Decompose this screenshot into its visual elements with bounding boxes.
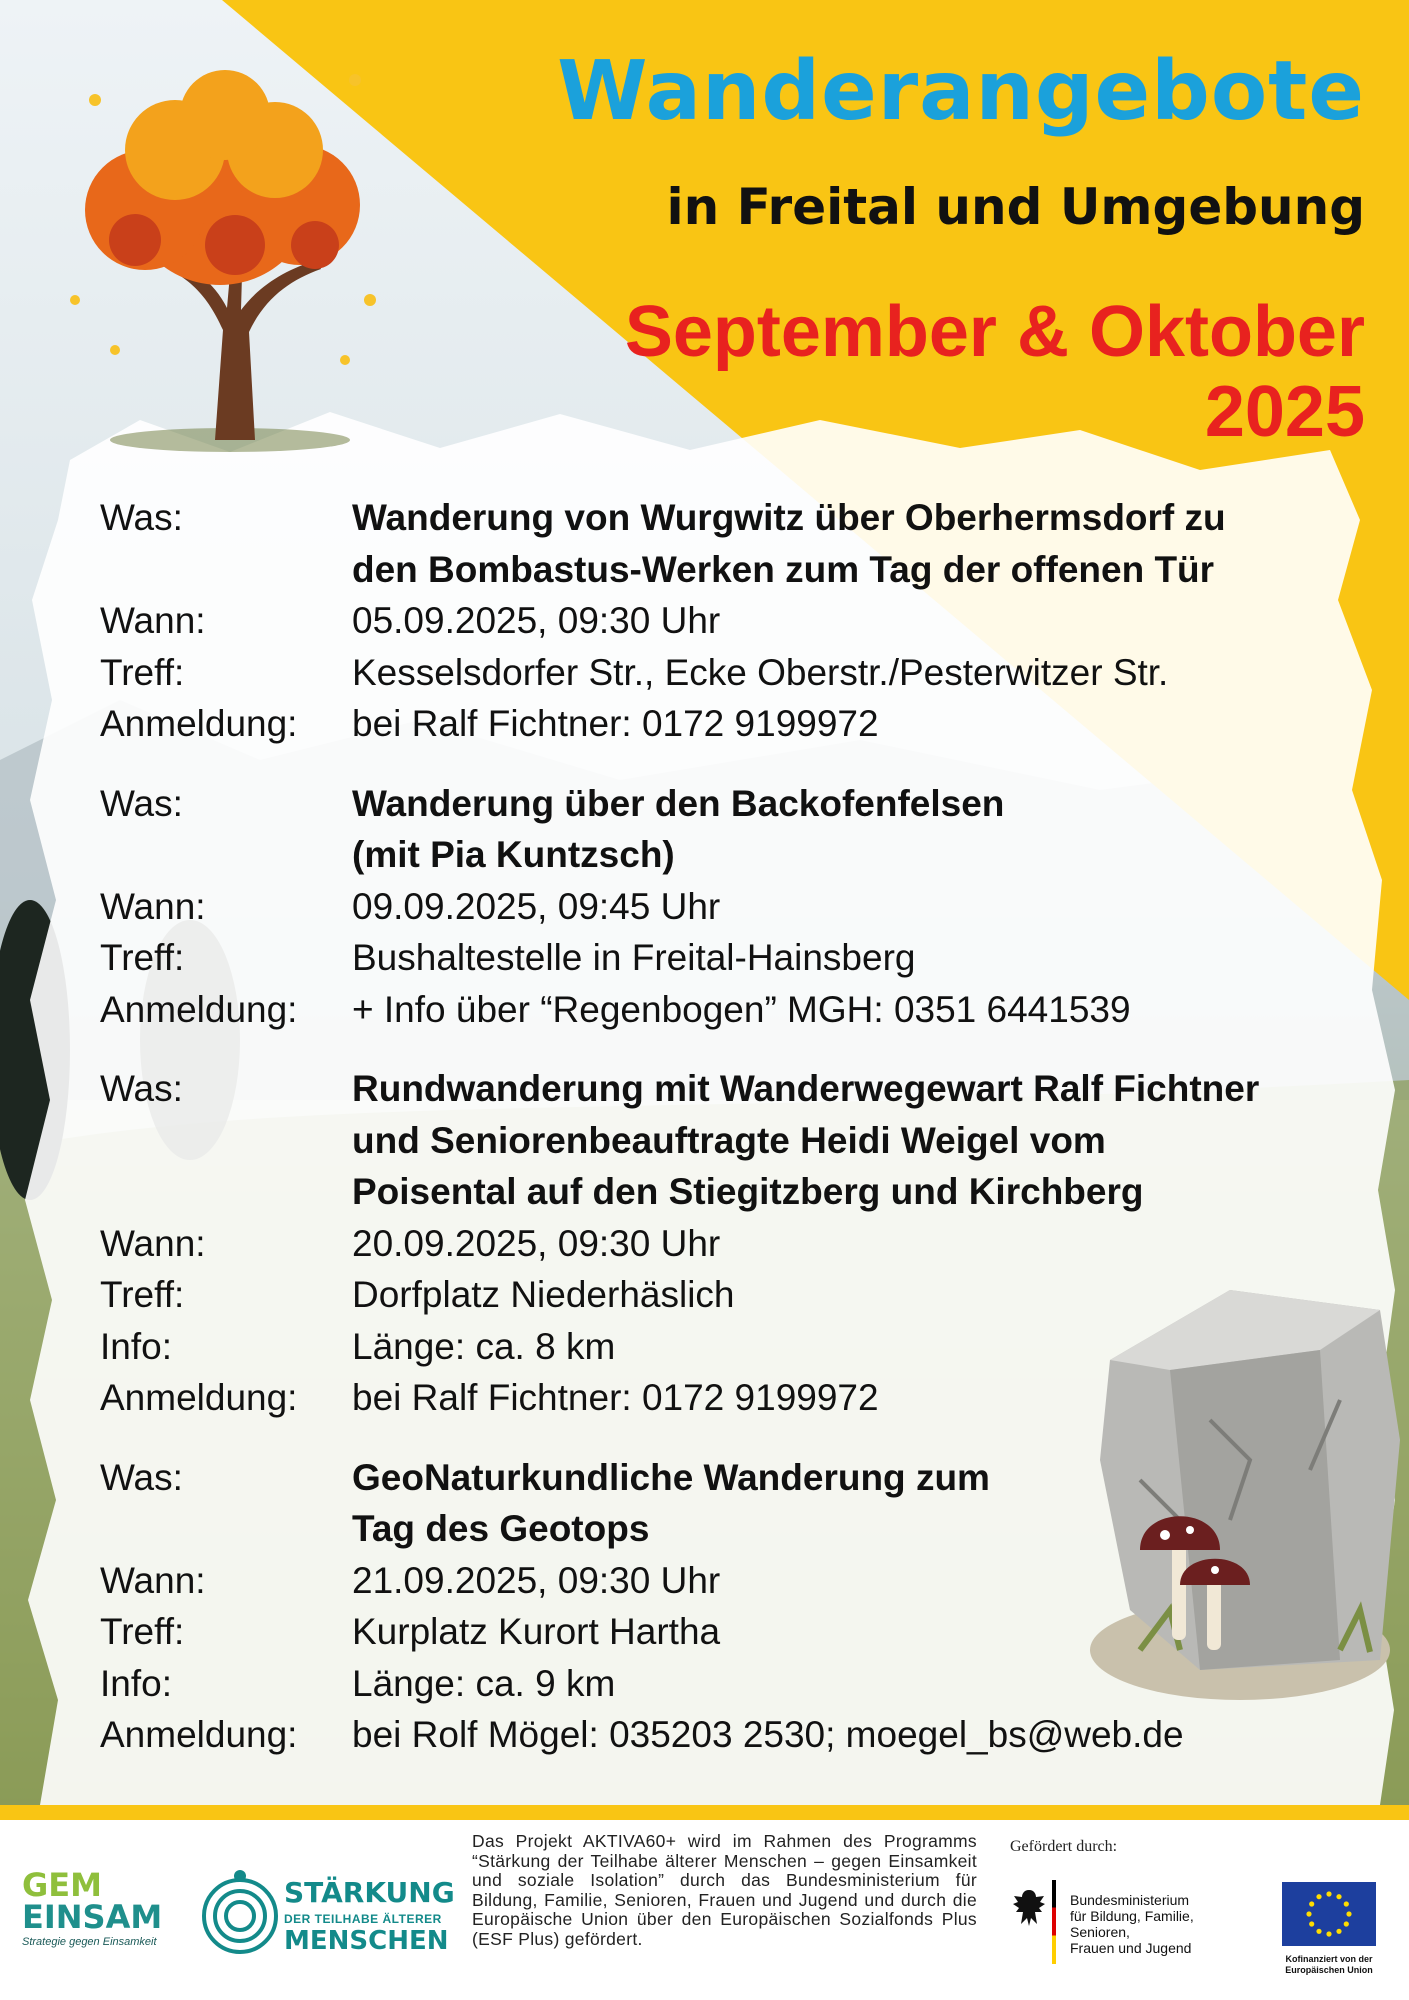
eu-logo [1282,1882,1376,1976]
event-info: Länge: ca. 8 km [352,1325,616,1367]
event-date: 05.09.2025, 09:30 Uhr [352,600,721,641]
period-heading: September & Oktober [624,292,1365,372]
eu-caption-line1: Kofinanziert von der [1285,1954,1373,1964]
info-label: Info: [100,1662,172,1704]
event-title-line: den Bombastus-Werken zum Tag der offenen Tür [352,548,1215,590]
event-title-line: Tag des Geotops [352,1508,650,1549]
event-title: Rundwanderung mit Wanderwegewart Ralf Fichtner [352,1068,1260,1109]
funding-text: Das Projekt AKTIVA60+ wird im Rahmen des Programms “Stärkung der Teilhabe älterer Menschen – gegen Einsamkeit und soziale Isolation” durch das Bundesministerium für Bildung, Familie, Senioren, Frauen und Jugend und durch die Europäische Union über den Europäischen Sozialfonds Plus (ESF Plus) gefördert. [472,1831,977,1949]
event-date: 09.09.2025, 09:45 Uhr [352,885,721,927]
eu-star [1326,1891,1331,1896]
event-title: Wanderung über den Backofenfelsen [352,782,1005,824]
eu-star [1344,1901,1349,1906]
eu-flag-icon [1282,1882,1376,1946]
event-meeting-point: Kurplatz Kurort Hartha [352,1611,721,1652]
event-title: GeoNaturkundliche Wanderung zum [352,1456,990,1498]
wann-label: Wann: [100,1222,206,1264]
wann-label: Wann: [100,1559,206,1601]
was-label: Was: [100,1068,183,1109]
eu-star [1306,1911,1311,1916]
page-subtitle: in Freital und Umgebung [666,178,1365,236]
eu-star [1316,1929,1321,1934]
event-meeting-point: Dorfplatz Niederhäslich [352,1274,735,1315]
gemeinsam-logo [22,1866,172,1948]
ministry-logo [1012,1880,1252,1990]
anmeldung-label: Anmeldung: [100,1714,298,1755]
ministry-line3: Frauen und Jugend [1070,1940,1192,1956]
staerkung-line2: DER TEILHABE ÄLTERER [284,1912,442,1926]
anmeldung-label: Anmeldung: [100,1377,298,1418]
treff-label: Treff: [100,651,185,693]
eu-caption-line2: Europäischen Union [1285,1965,1373,1975]
wann-label: Wann: [100,885,206,927]
was-label: Was: [100,1456,183,1498]
eu-star [1344,1921,1349,1926]
was-label: Was: [100,782,183,824]
treff-label: Treff: [100,1611,185,1652]
event-item [100,1063,1360,1424]
gefoerdert-label: Gefördert durch: [1010,1838,1118,1855]
gemeinsam-tagline: Strategie gegen Einsamkeit [22,1936,157,1948]
event-list [100,492,1360,1789]
anmeldung-label: Anmeldung: [100,703,298,744]
event-date: 20.09.2025, 09:30 Uhr [352,1222,721,1264]
eu-star [1326,1931,1331,1936]
year-heading: 2025 [1204,372,1365,452]
event-title-line: (mit Pia Kuntzsch) [352,834,675,875]
info-label: Info: [100,1325,172,1367]
gemeinsam-logo-part1: GEM [22,1866,102,1904]
event-item [100,778,1360,1036]
was-label: Was: [100,497,183,538]
footer [0,1820,1409,2000]
event-meeting-point: Kesselsdorfer Str., Ecke Oberstr./Pesterwitzer Str. [352,651,1169,693]
event-item [100,492,1360,750]
eu-star [1336,1894,1341,1899]
gemeinsam-logo-part2: EINSAM [22,1898,163,1936]
wann-label: Wann: [100,600,206,641]
event-title-line: Poisental auf den Stiegitzberg und Kirchberg [352,1171,1144,1212]
treff-label: Treff: [100,937,185,978]
event-registration: bei Ralf Fichtner: 0172 9199972 [352,1377,879,1418]
eu-star [1316,1894,1321,1899]
autumn-tree-icon [55,40,385,460]
staerkung-logo [200,1868,460,1958]
ministry-line1: Bundesministerium [1070,1892,1190,1908]
staerkung-line3: MENSCHEN [284,1926,449,1956]
eu-star [1346,1911,1351,1916]
treff-label: Treff: [100,1274,185,1315]
eu-star [1309,1921,1314,1926]
event-registration: + Info über “Regenbogen” MGH: 0351 6441539 [352,988,1131,1030]
event-info: Länge: ca. 9 km [352,1662,616,1704]
event-registration: bei Ralf Fichtner: 0172 9199972 [352,703,879,744]
federal-eagle-icon [1012,1888,1046,1928]
event-meeting-point: Bushaltestelle in Freital-Hainsberg [352,937,916,978]
anmeldung-label: Anmeldung: [100,988,298,1030]
event-title: Wanderung von Wurgwitz über Oberhermsdorf zu [352,497,1226,538]
ministry-line2: für Bildung, Familie, Senioren, [1070,1908,1194,1940]
event-item [100,1452,1360,1761]
event-registration: bei Rolf Mögel: 035203 2530; moegel_bs@web.de [352,1714,1184,1755]
eu-star [1309,1901,1314,1906]
concentric-circles-icon [200,1868,280,1958]
page-title: Wanderangebote [557,44,1365,139]
event-date: 21.09.2025, 09:30 Uhr [352,1559,721,1601]
eu-star [1336,1929,1341,1934]
staerkung-line1: STÄRKUNG [284,1876,455,1909]
event-title-line: und Seniorenbeauftragte Heidi Weigel vom [352,1119,1106,1161]
